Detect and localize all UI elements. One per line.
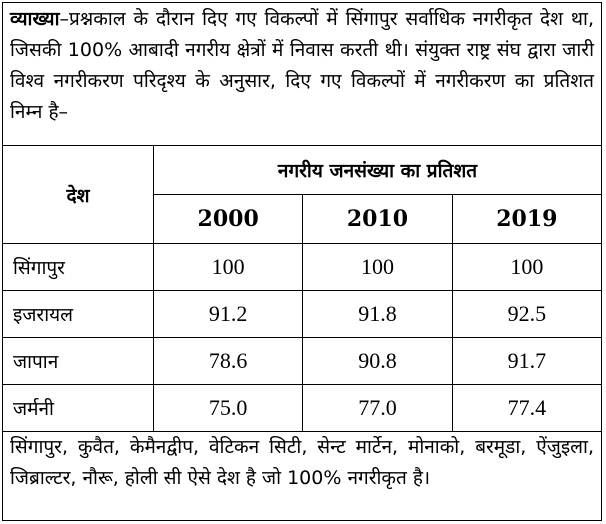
year-header: 2000 <box>154 195 303 244</box>
value-cell: 90.8 <box>303 338 452 385</box>
value-cell: 91.8 <box>303 291 452 338</box>
urbanization-table <box>2 145 602 432</box>
value-cell: 77.0 <box>303 385 452 432</box>
explanation-paragraph <box>10 4 594 128</box>
table-row <box>3 385 602 432</box>
country-cell: जापान <box>3 338 154 385</box>
value-cell: 100 <box>154 244 303 291</box>
explanation-text: –प्रश्नकाल के दौरान दिए गए विकल्पों में सिंगापुर सर्वाधिक नगरीकृत देश था, जिसकी 100% आबादी नगरीय क्षेत्रों में निवास करती थी। संयुक्त राष्ट्र संघ द्वारा जारी विश्व नगरीकरण परिदृश्य के अनुसार, दिए गए विकल्पों में नगरीकरण का प्रतिशत निम्न है– <box>10 8 594 123</box>
country-header: देश <box>3 146 154 244</box>
table-row <box>3 244 602 291</box>
value-cell: 100 <box>303 244 452 291</box>
urban-population-header: नगरीय जनसंख्या का प्रतिशत <box>154 146 602 195</box>
year-header: 2019 <box>452 195 601 244</box>
footer-note: सिंगापुर, कुवैत, केमैनद्वीप, वेटिकन सिटी, सेन्ट मार्टेन, मोनाको, बरमूडा, ऐंजुइला, जिब्राल्टर, नौरू, होली सी ऐसे देश है जो 100% नगरीकृत है। <box>10 436 594 489</box>
table-header-row <box>3 146 602 195</box>
table-row <box>3 291 602 338</box>
value-cell: 91.2 <box>154 291 303 338</box>
value-cell: 91.7 <box>452 338 601 385</box>
year-header: 2010 <box>303 195 452 244</box>
value-cell: 100 <box>452 244 601 291</box>
country-cell: सिंगापुर <box>3 244 154 291</box>
value-cell: 77.4 <box>452 385 601 432</box>
value-cell: 92.5 <box>452 291 601 338</box>
country-cell: जर्मनी <box>3 385 154 432</box>
value-cell: 78.6 <box>154 338 303 385</box>
value-cell: 75.0 <box>154 385 303 432</box>
country-cell: इजरायल <box>3 291 154 338</box>
explanation-label: व्याख्या <box>10 8 60 30</box>
table-row <box>3 338 602 385</box>
